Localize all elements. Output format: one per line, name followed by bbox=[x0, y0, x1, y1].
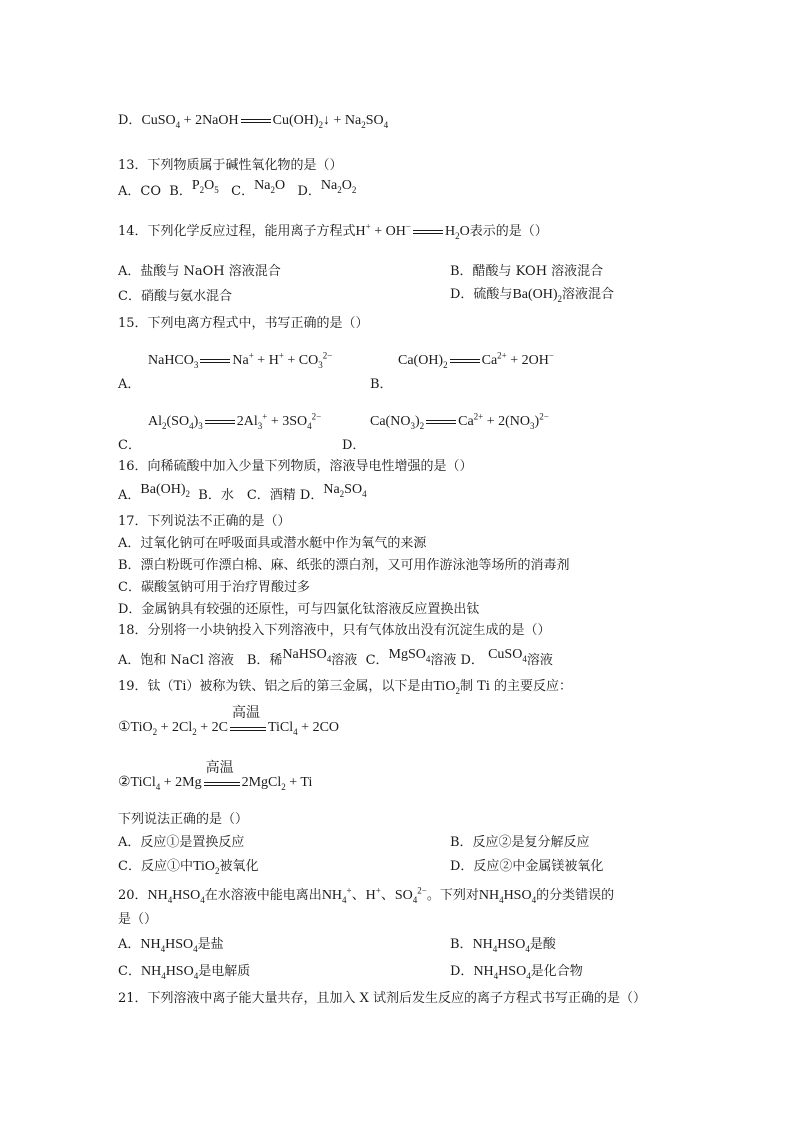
q19-reaction-2: ②TiCl$_4$ + 2Mg 高温 2MgCl$_2$ + Ti bbox=[118, 760, 313, 793]
q20-option-b bbox=[450, 936, 556, 954]
stem-text: 。下列对 bbox=[426, 888, 479, 903]
option-ab: A．饱和 NaCl 溶液 B．稀 bbox=[118, 653, 283, 668]
formula: TiO$_2$ bbox=[433, 679, 460, 696]
option-text: 溶液 bbox=[331, 653, 358, 668]
q14-option-b: B．醋酸与 KOH 溶液混合 bbox=[450, 264, 604, 279]
q20-option-a bbox=[118, 936, 224, 954]
formula: $NH_4HSO_4$ bbox=[478, 888, 537, 905]
q17-option-a: A．过氧化钠可在呼吸面具或潜水艇中作为氧气的来源 bbox=[118, 536, 427, 551]
q19-option-d: D．反应②中金属镁被氧化 bbox=[450, 859, 604, 874]
stem-text: 14．下列化学反应过程，能用离子方程式 bbox=[118, 224, 356, 239]
q15-label-a: A． bbox=[118, 377, 141, 392]
q17-option-b: B．漂白粉既可作漂白棉、麻、纸张的漂白剂，又可用作游泳池等场所的消毒剂 bbox=[118, 558, 570, 573]
q17-option-d: D．金属钠具有较强的还原性，可与四氯化钛溶液反应置换出钛 bbox=[118, 602, 480, 617]
q15-label-d: D． bbox=[342, 438, 366, 453]
q13-stem: 13．下列物质属于碱性氧化物的是（） bbox=[118, 158, 343, 173]
formula: $NH_4HSO_4$ bbox=[473, 964, 531, 981]
formula-baoh2: $Ba(OH)_2$ bbox=[140, 482, 190, 499]
option-label: B． bbox=[450, 937, 473, 952]
option-a: A． bbox=[118, 488, 141, 503]
formula-nahso4: NaHSO$_4$ bbox=[282, 647, 332, 664]
formula: $NH_4HSO_4$ bbox=[147, 888, 205, 905]
formula-cuso4: CuSO$_4$ bbox=[488, 647, 527, 664]
option-text: 溶液混合 bbox=[562, 287, 615, 302]
option-c: C． bbox=[231, 184, 255, 199]
q18-options bbox=[118, 647, 553, 670]
condition-arrow bbox=[230, 705, 266, 738]
stem-text: 表示的是（） bbox=[469, 224, 548, 239]
condition-text: 高温 bbox=[231, 705, 260, 721]
stem-text: 制 Ti 的主要反应： bbox=[459, 679, 573, 694]
formula: TiO$_2$ bbox=[192, 859, 220, 876]
q13-options bbox=[118, 178, 357, 201]
option-text: C．反应①中 bbox=[118, 859, 193, 874]
option-text: 被氧化 bbox=[219, 859, 259, 874]
formula: CuSO$_4$ + 2NaOH $Cu(OH)_2↓ + Na_2SO_4$ bbox=[141, 113, 389, 130]
formula-na2so4: $Na_2SO_4$ bbox=[323, 482, 367, 499]
q14-stem bbox=[118, 223, 548, 241]
formula: $NH_4HSO_4$ bbox=[472, 937, 530, 954]
formula: $NH_4HSO_4$ bbox=[140, 964, 199, 981]
q19-ask: 下列说法正确的是（） bbox=[118, 812, 249, 827]
formula-na2o2: $Na_2O_2$ bbox=[320, 178, 357, 195]
q19-reaction-1: ①TiO$_2$ + $2Cl_2 + 2C$ 高温 TiCl$_4$ + 2CO bbox=[118, 705, 340, 738]
q15-formula-a: NaHCO$_3$ $Na^+ + H^+ + CO_3^{2-}$ bbox=[148, 350, 333, 370]
stem-text: 20． bbox=[118, 888, 148, 903]
q15-formula-b: $Ca(OH)_2$ $Ca^{2+} + 2OH^-$ bbox=[398, 350, 554, 370]
q21-stem: 21．下列溶液中离子能大量共存，且加入 X 试剂后发生反应的离子方程式书写正确的是（） bbox=[118, 991, 647, 1006]
option-label: D． bbox=[118, 113, 142, 128]
q20-option-c bbox=[118, 963, 250, 981]
q14-option-c: C．硝酸与氨水混合 bbox=[118, 289, 232, 304]
q15-stem: 15．下列电离方程式中，书写正确的是（） bbox=[118, 316, 369, 331]
option-text: 是化合物 bbox=[530, 964, 583, 979]
option-a: A．CO bbox=[118, 184, 161, 199]
option-d: D． bbox=[297, 184, 321, 199]
q17-option-c: C．碳酸氢钠可用于治疗胃酸过多 bbox=[118, 580, 310, 595]
q14-option-a: A．盐酸与 NaOH 溶液混合 bbox=[118, 264, 281, 279]
option-text: 是盐 bbox=[197, 937, 224, 952]
option-b: B． bbox=[169, 184, 192, 199]
q19-stem bbox=[118, 678, 572, 696]
option-text: 溶液 D． bbox=[430, 653, 484, 668]
options-bcd: B．水 C．酒精 D． bbox=[198, 488, 324, 503]
option-text: 溶液 bbox=[526, 653, 553, 668]
q16-options bbox=[118, 482, 367, 505]
q17-stem: 17．下列说法不正确的是（） bbox=[118, 514, 291, 529]
q12-option-d bbox=[118, 112, 388, 130]
option-c: C． bbox=[365, 653, 389, 668]
stem-text: 在水溶液中能电离出 bbox=[204, 888, 322, 903]
q15-label-b: B． bbox=[370, 377, 393, 392]
option-text: 是酸 bbox=[529, 937, 556, 952]
formula: $Ba(OH)_2$ bbox=[512, 287, 563, 304]
formula-na2o: $Na_2O$ bbox=[254, 178, 286, 195]
formula: $NH_4HSO_4$ bbox=[140, 937, 198, 954]
q15-label-c: C． bbox=[118, 438, 141, 453]
q20-option-d bbox=[450, 963, 583, 981]
option-text: D．硫酸与 bbox=[450, 287, 513, 302]
q15-formula-c: $Al_2(SO_4)_3$ $2Al_3^+ + 3SO_4^{2-}$ bbox=[148, 411, 322, 431]
q15-formula-d: $Ca(NO_3)_2$ $Ca^{2+} + 2(NO_3)^{2-}$ bbox=[370, 411, 549, 431]
q20-stem-line1 bbox=[118, 887, 614, 905]
option-text: 是电解质 bbox=[198, 964, 251, 979]
condition-text: 高温 bbox=[205, 760, 234, 776]
q19-option-c bbox=[118, 858, 259, 876]
formula-mgso4: MgSO$_4$ bbox=[388, 647, 431, 664]
condition-arrow bbox=[204, 760, 240, 793]
q20-stem-line2: 是（） bbox=[118, 912, 158, 927]
q18-stem: 18．分别将一小块钠投入下列溶液中，只有气体放出没有沉淀生成的是（） bbox=[118, 623, 551, 638]
q19-option-a: A．反应①是置换反应 bbox=[118, 835, 245, 850]
stem-text: 19．钛（Ti）被称为铁、铝之后的第三金属，以下是由 bbox=[118, 679, 434, 694]
formula-p2o5: $P_2O_5$ bbox=[191, 178, 219, 195]
q14-option-d bbox=[450, 286, 614, 304]
stem-text: 的分类错误的 bbox=[536, 888, 615, 903]
q16-stem: 16．向稀硫酸中加入少量下列物质，溶液导电性增强的是（） bbox=[118, 459, 473, 474]
formula: H+ + OH− $H_2O$ bbox=[355, 221, 470, 241]
option-label: D． bbox=[450, 964, 474, 979]
option-label: A． bbox=[118, 937, 141, 952]
option-label: C． bbox=[118, 964, 141, 979]
ions: $NH_4^+$、H+、$SO_4^{2-}$ bbox=[321, 885, 427, 905]
q19-option-b: B．反应②是复分解反应 bbox=[450, 835, 590, 850]
